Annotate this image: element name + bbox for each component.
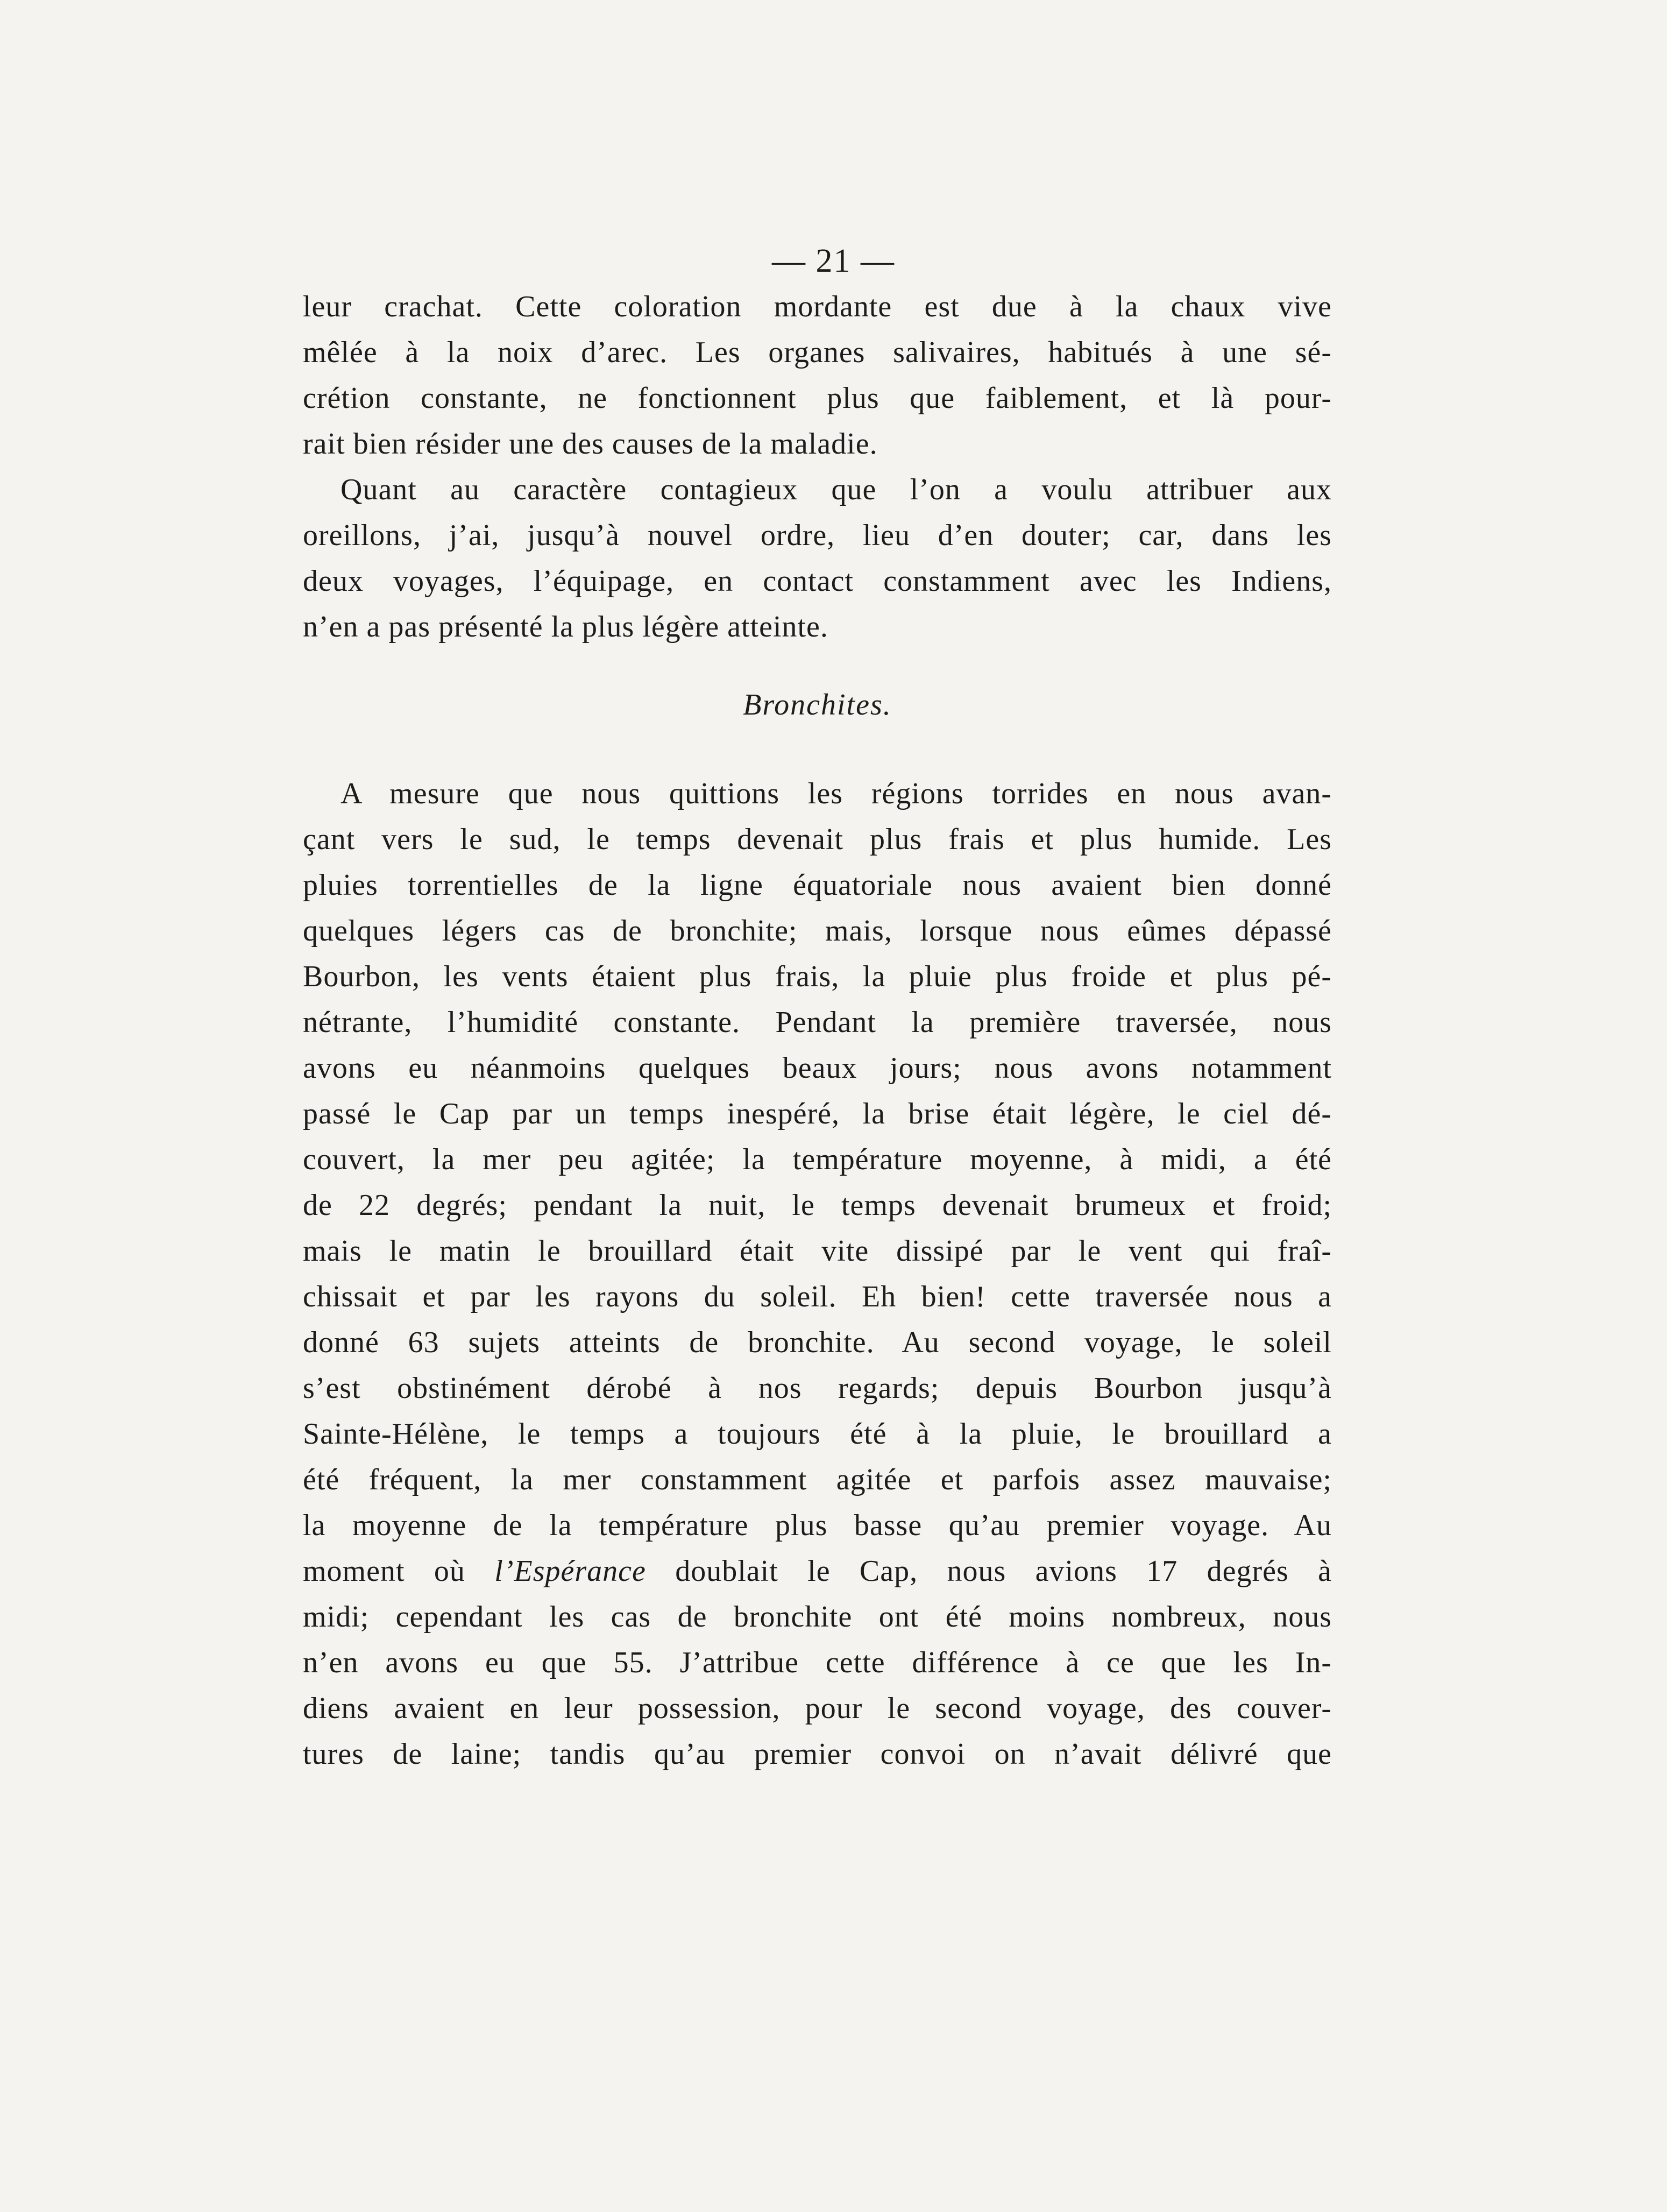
text-line: crétion constante, ne fonctionnent plus que faiblement, et là pour-	[303, 381, 1332, 415]
text-line: Sainte-Hélène, le temps a toujours été à la pluie, le brouillard a	[303, 1417, 1332, 1451]
text-line: n’en avons eu que 55. J’attribue cette différence à ce que les In-	[303, 1646, 1332, 1679]
text-line: mais le matin le brouillard était vite dissipé par le vent qui fraî-	[303, 1234, 1332, 1268]
text-line: avons eu néanmoins quelques beaux jours; nous avons notamment	[303, 1051, 1332, 1085]
text-line: nétrante, l’humidité constante. Pendant la première traversée, nous	[303, 1006, 1332, 1039]
text-line: çant vers le sud, le temps devenait plus frais et plus humide. Les	[303, 823, 1332, 856]
body-text	[303, 284, 1332, 1777]
text-line: passé le Cap par un temps inespéré, la brise était légère, le ciel dé-	[303, 1097, 1332, 1130]
paragraph-3	[303, 771, 1332, 1777]
paragraph-2	[303, 467, 1332, 650]
text-line: Bourbon, les vents étaient plus frais, la pluie plus froide et plus pé-	[303, 960, 1332, 993]
text-line-with-ship-name	[303, 1549, 1332, 1594]
text-line: s’est obstinément dérobé à nos regards; depuis Bourbon jusqu’à	[303, 1372, 1332, 1405]
text-line: midi; cependant les cas de bronchite ont été moins nombreux, nous	[303, 1600, 1332, 1634]
text-line: Quant au caractère contagieux que l’on a voulu attribuer aux	[341, 473, 1332, 506]
text-line: mêlée à la noix d’arec. Les organes salivaires, habitués à une sé-	[303, 336, 1332, 369]
text-line: tures de laine; tandis qu’au premier convoi on n’avait délivré que	[303, 1737, 1332, 1771]
text-line: chissait et par les rayons du soleil. Eh bien! cette traversée nous a	[303, 1280, 1332, 1313]
text-line: couvert, la mer peu agitée; la température moyenne, à midi, a été	[303, 1143, 1332, 1176]
text-line: diens avaient en leur possession, pour le second voyage, des couver-	[303, 1692, 1332, 1725]
text-line: n’en a pas présenté la plus légère atteinte.	[303, 610, 828, 644]
text-line: oreillons, j’ai, jusqu’à nouvel ordre, lieu d’en douter; car, dans les	[303, 519, 1332, 552]
text-line: de 22 degrés; pendant la nuit, le temps devenait brumeux et froid;	[303, 1189, 1332, 1222]
text-line: la moyenne de la température plus basse qu’au premier voyage. Au	[303, 1509, 1332, 1542]
text-line: leur crachat. Cette coloration mordante est due à la chaux vive	[303, 290, 1332, 323]
text-fragment: moment où	[303, 1554, 465, 1588]
text-line: donné 63 sujets atteints de bronchite. Au second voyage, le soleil	[303, 1326, 1332, 1359]
section-heading: Bronchites.	[743, 688, 892, 722]
text-line: A mesure que nous quittions les régions torrides en nous avan-	[341, 777, 1332, 810]
text-line: rait bien résider une des causes de la maladie.	[303, 427, 878, 461]
text-fragment: doublait le Cap, nous avions 17 degrés à	[675, 1554, 1332, 1588]
page-number: — 21 —	[772, 243, 895, 279]
text-line: deux voyages, l’équipage, en contact constamment avec les Indiens,	[303, 564, 1332, 598]
ship-name: l’Espérance	[494, 1554, 646, 1588]
text-line: pluies torrentielles de la ligne équatoriale nous avaient bien donné	[303, 868, 1332, 902]
paragraph-1	[303, 284, 1332, 467]
text-line: été fréquent, la mer constamment agitée et parfois assez mauvaise;	[303, 1463, 1332, 1496]
text-line: quelques légers cas de bronchite; mais, lorsque nous eûmes dépassé	[303, 914, 1332, 948]
